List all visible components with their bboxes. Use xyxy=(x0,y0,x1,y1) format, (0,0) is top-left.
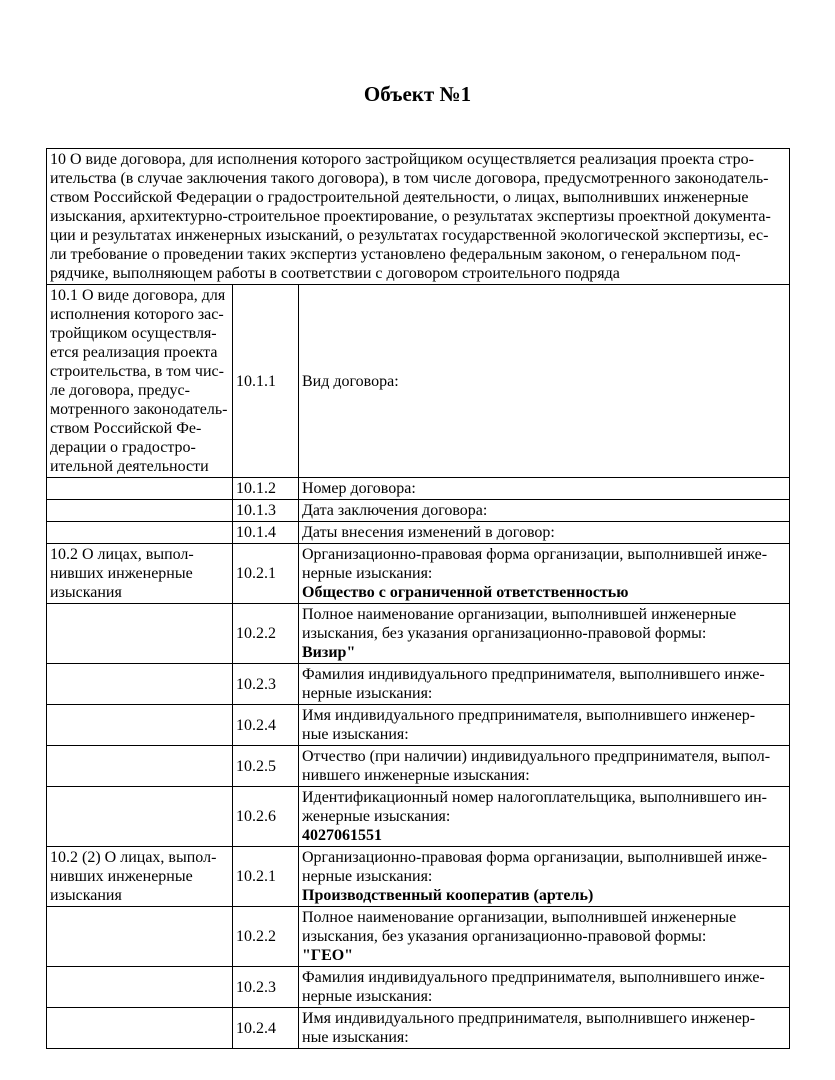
field-label: Идентификационный номер налогоплательщика, выполнившего ин- женерные изыскания: xyxy=(302,789,767,825)
field-label: Фамилия индивидуального предпринимателя, выполнившего инже- нерные изыскания: xyxy=(302,969,765,1005)
row-group-label: 10.1 О виде договора, для исполнения которого зас- тройщиком осуществля- ется реализация проекта строительства, в том чис- ле договора, предус- мотренного законодатель- ством Российской Фе- дерации о градостро- ительной деятельности xyxy=(47,285,233,478)
table-row xyxy=(47,544,790,604)
row-code: 10.2.1 xyxy=(233,847,299,907)
row-field xyxy=(299,522,790,544)
table-row xyxy=(47,847,790,907)
row-code: 10.2.6 xyxy=(233,787,299,847)
table-row xyxy=(47,907,790,967)
row-field xyxy=(299,907,790,967)
field-label: Полное наименование организации, выполнившей инженерные изыскания, без указания организационно-правовой формы: xyxy=(302,909,737,945)
info-table xyxy=(46,148,790,1049)
row-group-label xyxy=(47,705,233,746)
table-row xyxy=(47,664,790,705)
row-field xyxy=(299,746,790,787)
field-value: "ГЕО" xyxy=(302,947,354,964)
row-group-label xyxy=(47,522,233,544)
table-row xyxy=(47,478,790,500)
row-field xyxy=(299,1008,790,1049)
row-code: 10.2.3 xyxy=(233,664,299,705)
table-row xyxy=(47,604,790,664)
row-code: 10.1.1 xyxy=(233,285,299,478)
row-group-label xyxy=(47,604,233,664)
row-code: 10.2.1 xyxy=(233,544,299,604)
row-code: 10.2.2 xyxy=(233,604,299,664)
field-value: Визир" xyxy=(302,644,356,661)
row-field xyxy=(299,500,790,522)
field-label: Отчество (при наличии) индивидуального предпринимателя, выпол- нившего инженерные изыскания: xyxy=(302,748,771,784)
field-label: Номер договора: xyxy=(302,480,416,497)
table-row xyxy=(47,746,790,787)
row-group-label xyxy=(47,478,233,500)
row-code: 10.2.4 xyxy=(233,705,299,746)
row-group-label xyxy=(47,1008,233,1049)
row-field xyxy=(299,285,790,478)
table-row xyxy=(47,705,790,746)
row-field xyxy=(299,604,790,664)
row-field xyxy=(299,847,790,907)
page-title: Объект №1 xyxy=(363,82,472,106)
section-header-row xyxy=(47,149,790,285)
table-row xyxy=(47,1008,790,1049)
field-label: Вид договора: xyxy=(302,372,399,390)
row-group-label: 10.2 О лицах, выпол- нивших инженерные изыскания xyxy=(47,544,233,604)
row-group-label xyxy=(47,664,233,705)
table-row xyxy=(47,285,790,478)
table-row xyxy=(47,967,790,1008)
row-code: 10.1.4 xyxy=(233,522,299,544)
field-label: Имя индивидуального предпринимателя, выполнившего инженер- ные изыскания: xyxy=(302,707,756,743)
row-code: 10.2.5 xyxy=(233,746,299,787)
table-row xyxy=(47,500,790,522)
field-label: Дата заключения договора: xyxy=(302,502,488,519)
row-group-label: 10.2 (2) О лицах, выпол- нивших инженерные изыскания xyxy=(47,847,233,907)
field-value: Общество с ограниченной ответственностью xyxy=(302,584,629,601)
row-field xyxy=(299,478,790,500)
row-field xyxy=(299,705,790,746)
field-label: Организационно-правовая форма организации, выполнившей инже- нерные изыскания: xyxy=(302,849,768,885)
row-group-label xyxy=(47,967,233,1008)
field-label: Полное наименование организации, выполнившей инженерные изыскания, без указания организационно-правовой формы: xyxy=(302,606,737,642)
table-row xyxy=(47,522,790,544)
row-group-label xyxy=(47,907,233,967)
row-group-label xyxy=(47,500,233,522)
section-header: 10 О виде договора, для исполнения которого застройщиком осуществляется реализация проекта стро- ительства (в случае заключения такого договора), в том числе договора, предусмотренного законодатель- ством Российской Федерации о градостроительной деятельности, о лицах, выполнивших инженерные изыскания, архитектурно-строительное проектирование, о результатах экспертизы проектной документа- ции и результатах инженерных изысканий, о результатах государственной экологической экспертизы, ес- ли требование о проведении таких экспертиз установлено федеральным законом, о генеральном под- рядчике, выполняющем работы в соответствии с договором строительного подряда xyxy=(47,149,790,285)
field-label: Фамилия индивидуального предпринимателя, выполнившего инже- нерные изыскания: xyxy=(302,666,765,702)
row-field xyxy=(299,544,790,604)
row-field xyxy=(299,967,790,1008)
row-group-label xyxy=(47,787,233,847)
row-code: 10.1.3 xyxy=(233,500,299,522)
row-group-label xyxy=(47,746,233,787)
row-code: 10.2.4 xyxy=(233,1008,299,1049)
field-label: Организационно-правовая форма организации, выполнившей инже- нерные изыскания: xyxy=(302,546,768,582)
row-field xyxy=(299,664,790,705)
field-value: 4027061551 xyxy=(302,827,382,844)
field-label: Даты внесения изменений в договор: xyxy=(302,524,555,541)
row-field xyxy=(299,787,790,847)
row-code: 10.2.2 xyxy=(233,907,299,967)
row-code: 10.1.2 xyxy=(233,478,299,500)
field-label: Имя индивидуального предпринимателя, выполнившего инженер- ные изыскания: xyxy=(302,1010,756,1046)
field-value: Производственный кооператив (артель) xyxy=(302,887,594,904)
table-row xyxy=(47,787,790,847)
row-code: 10.2.3 xyxy=(233,967,299,1008)
